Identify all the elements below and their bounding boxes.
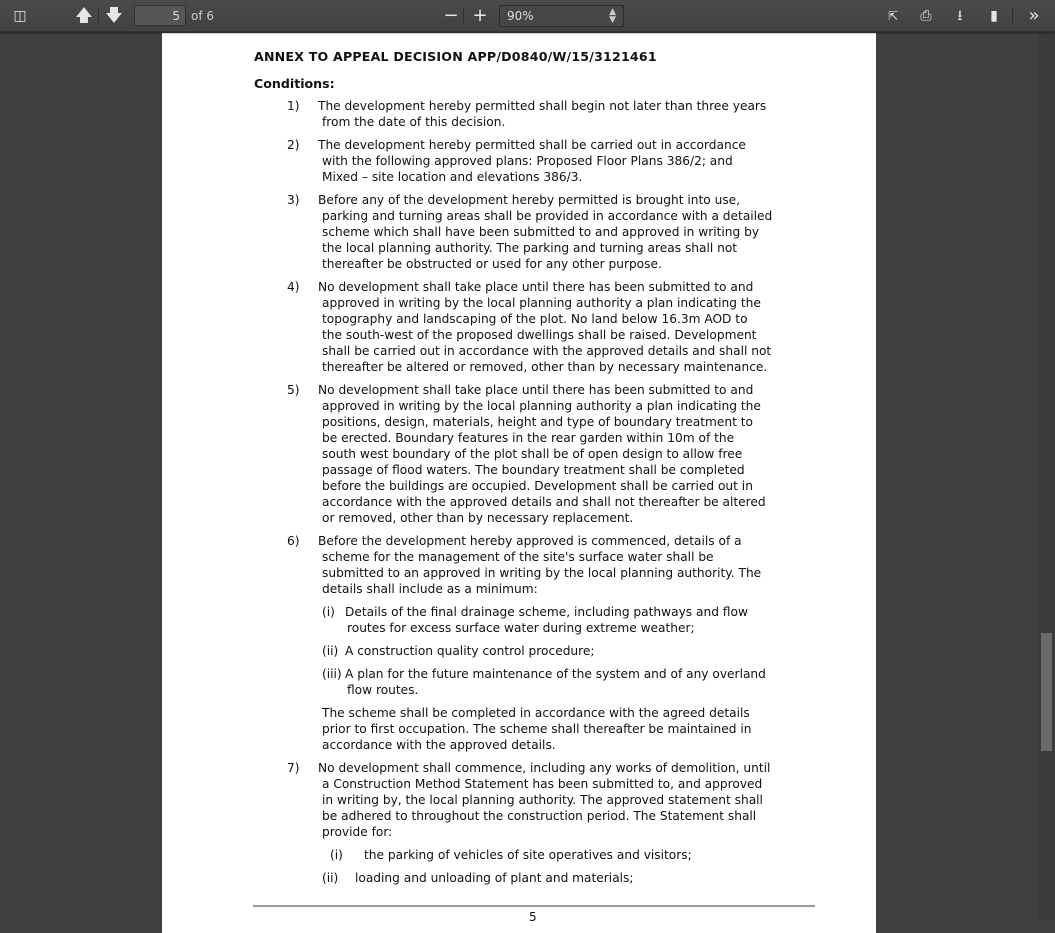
text-line: scheme which shall have been submitted to and approved in writing by [322, 225, 760, 239]
scrollbar-thumb[interactable] [1041, 633, 1052, 751]
condition-item [162, 98, 876, 130]
text-line: a Construction Method Statement has been submitted to, and approved [322, 777, 763, 791]
condition-item [162, 533, 876, 753]
text-line: No development shall commence, including any works of demolition, until [318, 761, 771, 775]
text-line: submitted to an approved in writing by the local planning authority. The [322, 566, 762, 580]
scrollbar[interactable] [1038, 33, 1055, 921]
text-line: No development shall take place until there has been submitted to and [318, 383, 754, 397]
text-line: topography and landscaping of the plot. No land below 16.3m AOD to [322, 312, 748, 326]
pdf-page [162, 33, 876, 933]
text-line: Mixed – site location and elevations 386/3. [322, 170, 583, 184]
sub-item-line: routes for excess surface water during extreme weather; [347, 621, 695, 635]
pdf-toolbar [0, 0, 1055, 32]
sub-item-line: flow routes. [347, 683, 419, 697]
text-line: approved in writing by the local planning authority a plan indicating the [322, 296, 761, 310]
paragraph [162, 705, 876, 753]
sub-item-label: (iii) [322, 667, 342, 681]
sub-item-line: loading and unloading of plant and materials; [355, 871, 634, 885]
condition-item [162, 760, 876, 886]
zoom-select[interactable] [499, 5, 624, 27]
zoom-value: 90% [507, 9, 534, 23]
text-line: The scheme shall be completed in accordance with the agreed details [322, 706, 750, 720]
text-line: details shall include as a minimum: [322, 582, 538, 596]
sub-item [162, 847, 876, 863]
text-line: approved in writing by the local planning authority a plan indicating the [322, 399, 761, 413]
sub-item-line: A construction quality control procedure; [345, 644, 595, 658]
condition-item [162, 382, 876, 526]
sub-item-line: Details of the final drainage scheme, including pathways and flow [345, 605, 748, 619]
condition-number: 1) [287, 99, 300, 113]
print-icon[interactable]: ⎙ [920, 8, 932, 24]
text-line: thereafter be obstructed or used for any other purpose. [322, 257, 662, 271]
text-line: parking and turning areas shall be provided in accordance with a detailed [322, 209, 773, 223]
condition-item [162, 137, 876, 185]
zoom-out-icon[interactable]: − [443, 5, 459, 26]
condition-item [162, 279, 876, 375]
condition-number: 7) [287, 761, 300, 775]
select-arrows-icon: ▲ ▼ [609, 7, 616, 25]
text-line: in writing by, the local planning authority. The approved statement shall [322, 793, 763, 807]
text-line: passage of flood waters. The boundary treatment shall be completed [322, 463, 745, 477]
sub-item-label: (ii) [322, 871, 339, 885]
text-line: be adhered to throughout the construction period. The Statement shall [322, 809, 757, 823]
sub-item [162, 643, 876, 659]
text-line: shall be carried out in accordance with the approved details and shall not [322, 344, 772, 358]
text-line: No development shall take place until there has been submitted to and [318, 280, 754, 294]
text-line: thereafter be altered or removed, other than by necessary maintenance. [322, 360, 768, 374]
text-line: the south-west of the proposed dwellings shall be raised. Development [322, 328, 757, 342]
download-icon[interactable]: ⭳ [957, 8, 963, 24]
conditions-heading: Conditions: [254, 76, 335, 91]
text-line: The development hereby permitted shall be carried out in accordance [318, 138, 746, 152]
text-line: Before the development hereby approved is commenced, details of a [318, 534, 742, 548]
condition-number: 6) [287, 534, 300, 548]
text-line: accordance with the approved details and shall not thereafter be altered [322, 495, 766, 509]
text-line: be erected. Boundary features in the rear garden within 10m of the [322, 431, 735, 445]
zoom-in-icon[interactable]: + [472, 5, 488, 26]
tools-menu-icon[interactable]: » [1028, 5, 1040, 26]
condition-number: 4) [287, 280, 300, 294]
text-line: The development hereby permitted shall begin not later than three years [318, 99, 767, 113]
sub-item [162, 666, 876, 698]
text-line: before the buildings are occupied. Development shall be carried out in [322, 479, 753, 493]
text-line: scheme for the management of the site's surface water shall be [322, 550, 714, 564]
text-line: accordance with the approved details. [322, 738, 556, 752]
bookmark-icon[interactable]: ▮ [990, 8, 998, 24]
page-number-input[interactable] [134, 5, 186, 26]
page-count: of 6 [191, 9, 215, 23]
text-line: provide for: [322, 825, 393, 839]
sidebar-toggle-icon[interactable]: ◫ [13, 8, 27, 24]
text-line: Before any of the development hereby permitted is brought into use, [318, 193, 741, 207]
page-footer-number: 5 [529, 910, 537, 924]
text-line: with the following approved plans: Proposed Floor Plans 386/2; and [322, 154, 733, 168]
condition-item [162, 192, 876, 272]
text-line: from the date of this decision. [322, 115, 506, 129]
footer-divider [253, 905, 815, 907]
document-title: ANNEX TO APPEAL DECISION APP/D0840/W/15/3121461 [254, 49, 657, 64]
text-line: or removed, other than by necessary replacement. [322, 511, 634, 525]
sub-item-label: (i) [330, 848, 343, 862]
text-line: prior to first occupation. The scheme shall thereafter be maintained in [322, 722, 752, 736]
sub-item-line: the parking of vehicles of site operatives and visitors; [364, 848, 692, 862]
text-line: south west boundary of the plot shall be of open design to allow free [322, 447, 743, 461]
condition-number: 5) [287, 383, 300, 397]
conditions-list [162, 98, 876, 893]
sub-item-label: (ii) [322, 644, 339, 658]
text-line: the local planning authority. The parking and turning areas shall not [322, 241, 738, 255]
text-line: positions, design, materials, height and type of boundary treatment to [322, 415, 753, 429]
sub-item [162, 604, 876, 636]
presentation-mode-icon[interactable]: ⇱ [887, 9, 899, 23]
sub-item-line: A plan for the future maintenance of the system and of any overland [345, 667, 766, 681]
previous-page-icon[interactable]: 🡅 [75, 6, 93, 26]
next-page-icon[interactable]: 🡇 [105, 6, 123, 26]
sub-item-label: (i) [322, 605, 335, 619]
condition-number: 3) [287, 193, 300, 207]
sub-item [162, 870, 876, 886]
condition-number: 2) [287, 138, 300, 152]
